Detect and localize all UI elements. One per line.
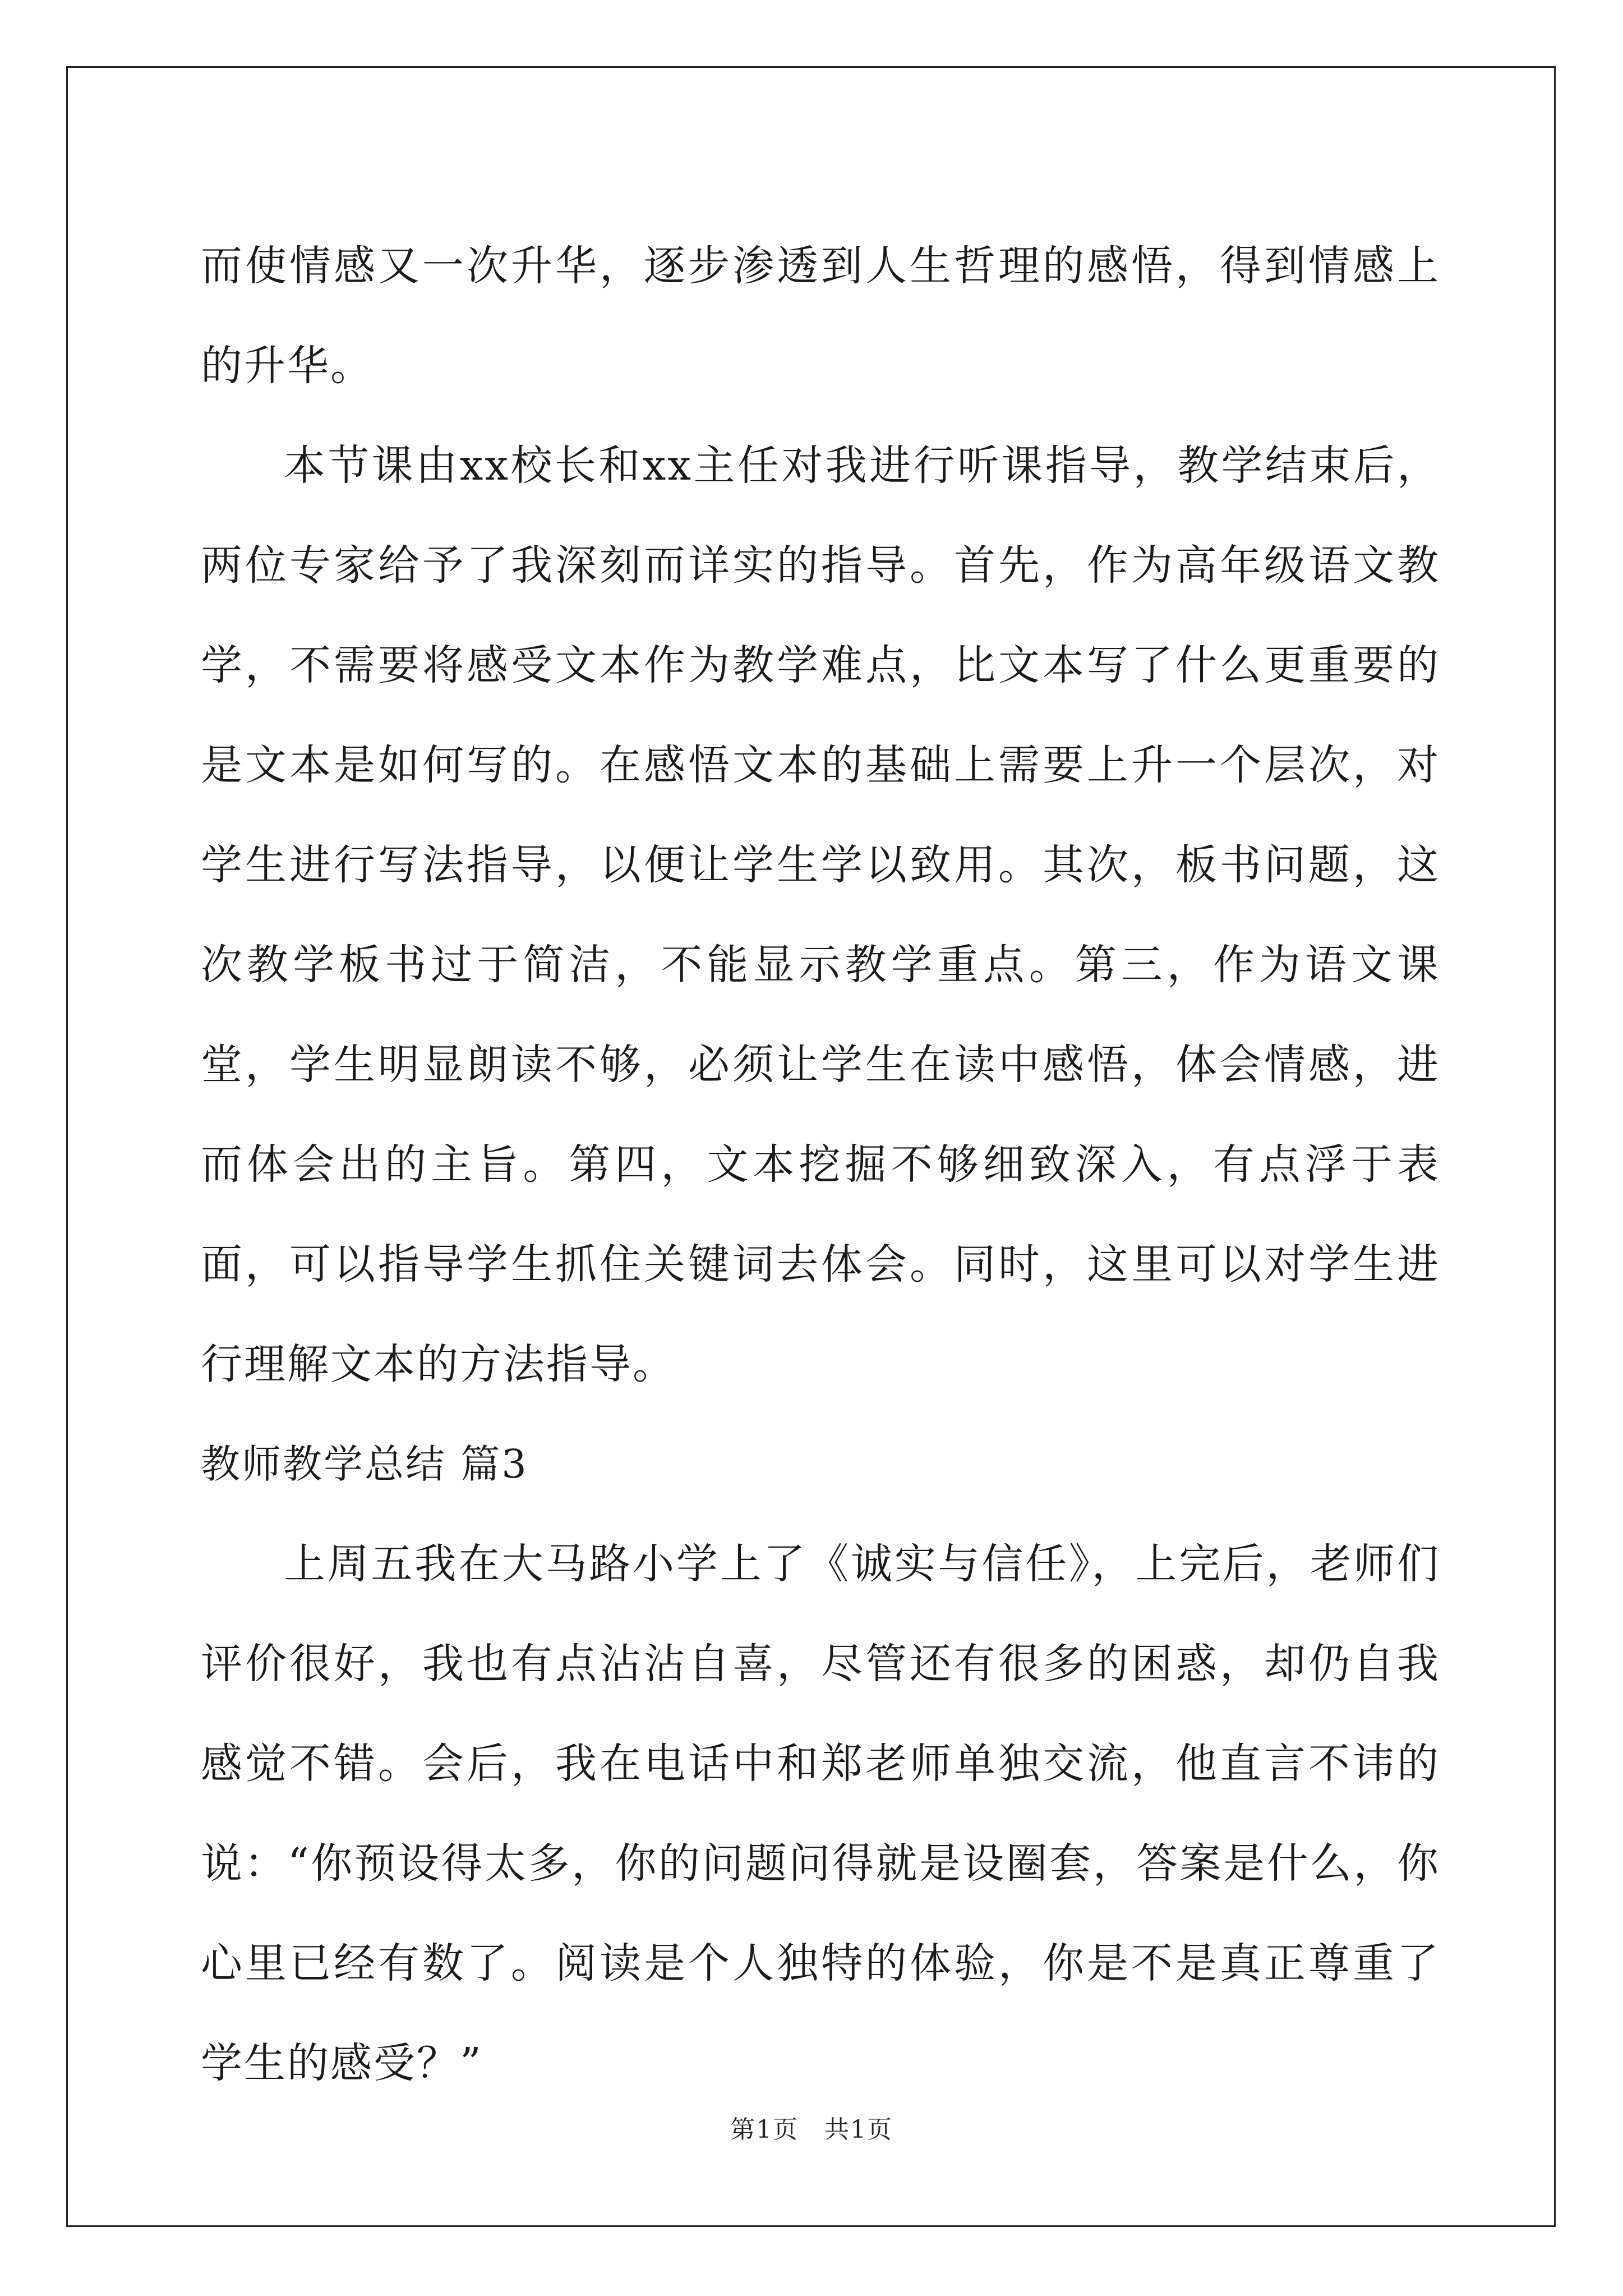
paragraph-continuation: 而使情感又一次升华，逐步渗透到人生哲理的感悟，得到情感上的升华。 [201, 242, 1440, 390]
paragraph-guidance-feedback: 本节课由xx校长和xx主任对我进行听课指导，教学结束后，两位专家给予了我深刻而详实的指导。首先，作为高年级语文教学，不需要将感受文本作为教学难点，比文本写了什么更重要的是文本是如何写的。在感悟文本的基础上需要上升一个层次，对学生进行写法指导，以便让学生学以致用。其次，板书问题，这次教学板书过于简洁，不能显示教学重点。第三，作为语文课堂，学生明显朗读不够，必须让学生在读中感悟，体会情感，进而体会出的主旨。第四，文本挖掘不够细致深入，有点浮于表面，可以指导学生抓住关键词去体会。同时，这里可以对学生进行理解文本的方法指导。 [201, 441, 1440, 1388]
page-footer: 第1页 共1页 [730, 2115, 893, 2144]
document-body [201, 216, 1440, 2113]
paragraph-lesson-reflection: 上周五我在大马路小学上了《诚实与信任》，上完后，老师们评价很好，我也有点沾沾自喜，尽管还有很多的困惑，却仍自我感觉不错。会后，我在电话中和郑老师单独交流，他直言不讳的说：“你预设得太多，你的问题问得就是设圈套，答案是什么，你心里已经有数了。阅读是个人独特的体验，你是不是真正尊重了学生的感受？” [201, 1540, 1440, 2087]
section-heading: 教师教学总结 篇3 [201, 1441, 528, 1487]
